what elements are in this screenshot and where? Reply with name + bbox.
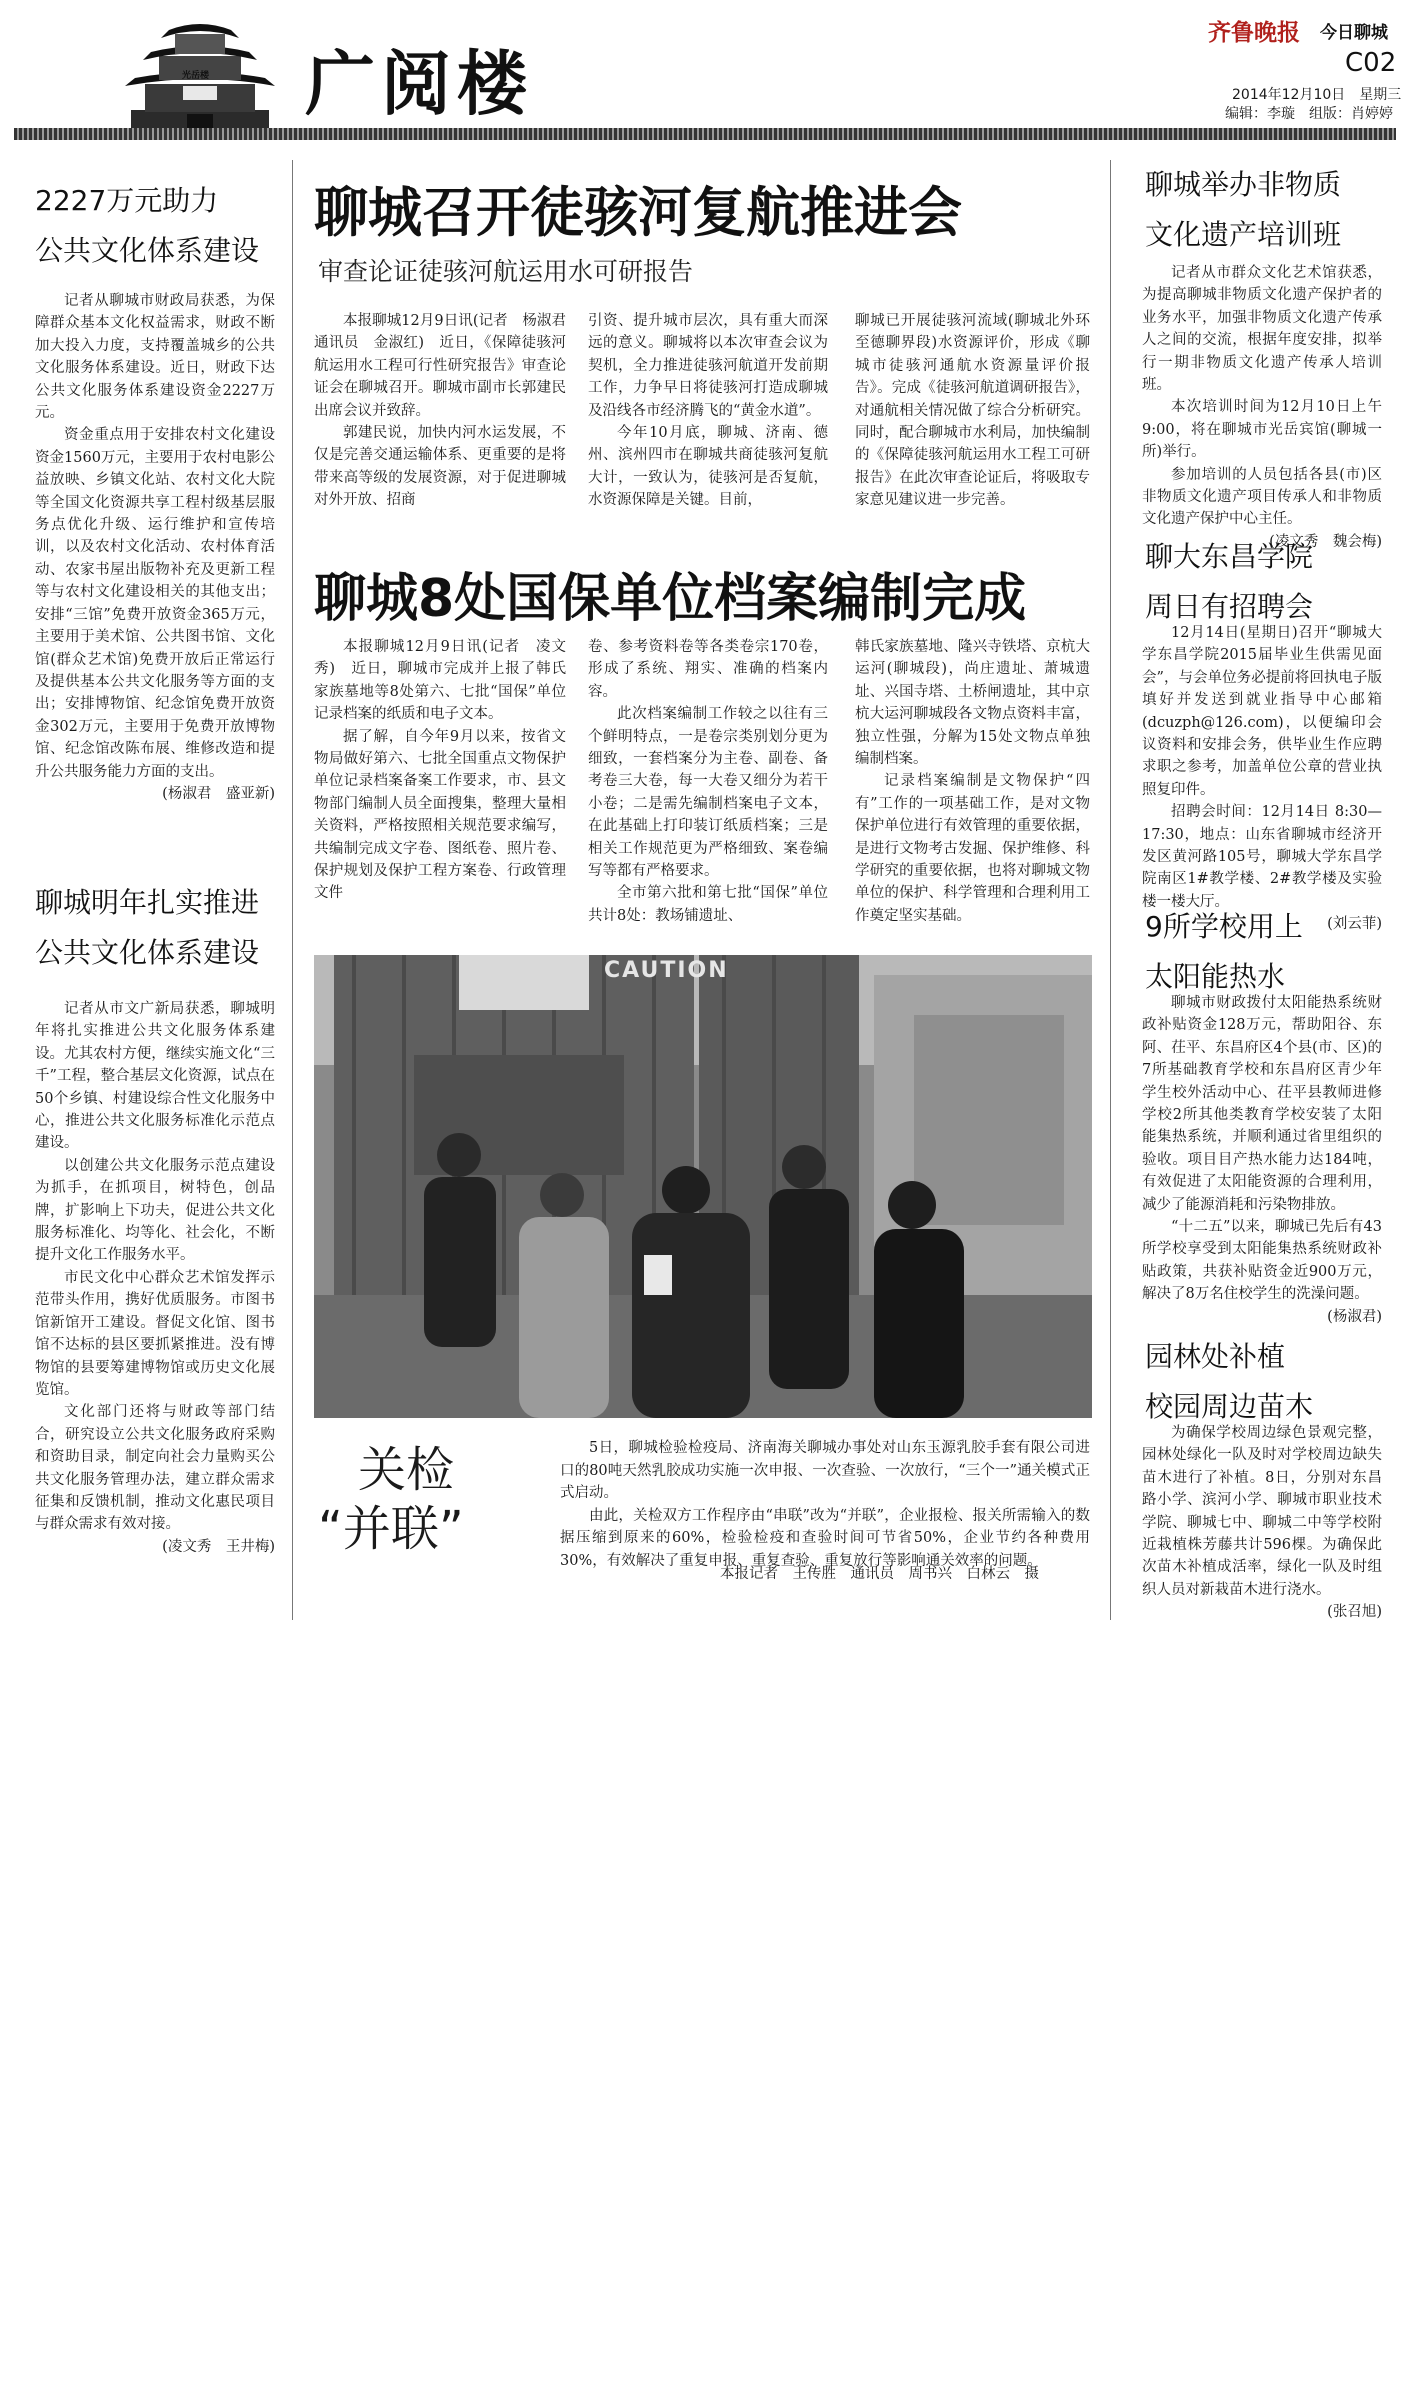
- paragraph: 市民文化中心群众艺术馆发挥示范带头作用，携好优质服务。市图书馆新馆开工建设。督促文化馆、图书馆不达标的县区要抓紧推进。没有博物馆的县要筹建博物馆或历史文化展览馆。: [35, 1269, 275, 1398]
- paper-subtitle: 今日聊城: [1320, 23, 1388, 43]
- headline-line: 太阳能热水: [1145, 960, 1286, 993]
- headline-line: 周日有招聘会: [1145, 590, 1314, 623]
- article-body: [35, 290, 275, 805]
- article-column: [855, 310, 1090, 512]
- headline-line: 聊大东昌学院: [1145, 540, 1314, 573]
- paragraph: 以创建公共文化服务示范点建设为抓手，在抓项目，树特色，创品牌，扩影响上下功夫，促进公共文化服务标准化、均等化、社会化，不断提升文化工作服务水平。: [35, 1157, 275, 1264]
- paragraph: 招聘会时间：12月14日 8:30—17:30，地点：山东省聊城市经济开发区黄河路105号，聊城大学东昌学院南区1#教学楼、2#教学楼及实验楼一楼大厅。: [1142, 804, 1382, 910]
- paragraph: 记录档案编制是文物保护“四有”工作的一项基础工作，是对文物保护单位进行有效管理的重要依据，是进行文物考古发掘、保护维修、科学研究的重要依据，也将对聊城文物单位的保护、科学管理和合理利用工作奠定坚实基础。: [855, 773, 1090, 924]
- section-title: 广阅楼: [305, 42, 533, 125]
- paragraph: 本报聊城12月9日讯(记者 凌文秀) 近日，聊城市完成并上报了韩氏家族墓地等8处第六、七批“国保”单位记录档案的纸质和电子文本。: [314, 639, 566, 723]
- paper-name: 齐鲁晚报: [1208, 19, 1300, 46]
- sub-headline: 审查论证徒骇河航运用水可研报告: [318, 257, 694, 286]
- paragraph: 由此，关检双方工作程序由“串联”改为“并联”，企业报检、报关所需输入的数据压缩到原来的60%，检验检疫和查验时间可节省50%，企业节约各种费用30%，有效解决了重复申报、重复查验、重复放行等影响通关效率的问题。: [560, 1507, 1090, 1569]
- article-column: [588, 636, 828, 927]
- paragraph: 记者从市文广新局获悉，聊城明年将扎实推进公共文化服务体系建设。尤其农村方便，继续实施文化“三千”工程，整合基层文化资源，试点在50个乡镇、村建设综合性文化服务中心，推进公共文化服务标准化示范点建设。: [35, 1001, 275, 1152]
- editor-line: 编辑：李璇 组版：肖婷婷: [1225, 106, 1393, 122]
- headline: [35, 878, 259, 978]
- paragraph: 记者从聊城市财政局获悉，为保障群众基本文化权益需求，财政不断加大投入力度，支持覆盖城乡的公共文化服务体系建设。近日，财政下达公共文化服务体系建设资金2227万元。: [35, 293, 275, 422]
- paragraph: 聊城已开展徒骇河流域(聊城北外环至德聊界段)水资源评价，形成《聊城市徒骇河通航水资源量评价报告》。完成《徒骇河航道调研报告》，对通航相关情况做了综合分析研究。同时，配合聊城市水利局，加快编制的《保障徒骇河航运用水工程工可研报告》在此次审查论证后，将吸取专家意见建议进一步完善。: [855, 313, 1090, 509]
- headline-line: 校园周边苗木: [1145, 1390, 1314, 1423]
- paragraph: “十二五”以来，聊城已先后有43所学校享受到太阳能集热系统财政补贴政策，共获补贴资金近900万元，解决了8万名住校学生的洗澡问题。: [1142, 1219, 1382, 1303]
- date-line: 2014年12月10日 星期三: [1232, 87, 1402, 103]
- article-column: [588, 310, 828, 512]
- byline: (杨淑君 盛亚新): [162, 785, 275, 802]
- paragraph: 此次档案编制工作较之以往有三个鲜明特点，一是卷宗类别划分更为细致，一套档案分为主卷、副卷、备考卷三大卷，每一大卷又细分为若干小卷；二是需先编制档案电子文本，在此基础上打印装订纸质档案；三是相关工作规范更为严格细致、案卷编写等都有严格要求。: [588, 706, 828, 880]
- paragraph: 据了解，自今年9月以来，按省文物局做好第六、七批全国重点文物保护单位记录档案备案工作要求，市、县文物部门编制人员全面搜集，整理大量相关资料，严格按照相关规范要求编写，共编制完成文字卷、图纸卷、照片卷、保护规划及保护工程方案卷、行政管理文件: [314, 728, 566, 902]
- paragraph: 本报聊城12月9日讯(记者 杨淑君 通讯员 金淑红) 近日，《保障徒骇河航运用水工程可行性研究报告》审查论证会在聊城召开。聊城市副市长郭建民出席会议并致辞。: [314, 313, 581, 419]
- headline-line: 聊城明年扎实推进: [35, 886, 260, 919]
- paragraph: 参加培训的人员包括各县(市)区非物质文化遗产项目传承人和非物质文化遗产保护中心主任。: [1142, 466, 1382, 528]
- headline-line: 9所学校用上: [1145, 910, 1303, 943]
- paragraph: 今年10月底，聊城、济南、德州、滨州四市在聊城共商徒骇河复航大计，一致认为，徒骇河是否复航，水资源保障是关键。目前，: [588, 425, 828, 509]
- paragraph: 资金重点用于安排农村文化建设资金1560万元，主要用于农村电影公益放映、乡镇文化站、农村文化大院等全国文化资源共享工程村级基层服务点优化升级、运行维护和宣传培训，以及农村文化活动、农村体育活动、农家书屋出版物补充及更新工程等与农村文化建设相关的其他支出；安排“三馆”免费开放资金365万元，主要用于美术馆、公共图书馆、文化馆(群众艺术馆)免费开放后正常运行及提供基本公共文化服务等方面的支出；安排博物馆、纪念馆免费开放资金302万元，主要用于免费开放博物馆、纪念馆改陈布展、维修改造和提升公共服务能力方面的支出。: [35, 427, 275, 780]
- byline: (刘云菲): [1327, 916, 1382, 933]
- masthead: [0, 0, 1409, 150]
- byline: (杨淑君): [1327, 1308, 1382, 1325]
- pagoda-plaque: 光岳楼: [182, 71, 210, 81]
- paragraph: 为确保学校周边绿色景观完整，园林处绿化一队及时对学校周边缺失苗木进行了补植。8日，分别对东昌路小学、滨河小学、聊城市职业技术学院、聊城七中、聊城二中等学校附近栽植株芳藤共计596棵。为确保此次苗木补植成活率，绿化一队及时组织人员对新栽苗木进行浇水。: [1142, 1425, 1382, 1598]
- headline-line: 2227万元助力: [35, 184, 219, 217]
- caption-headline-line: 关检: [358, 1442, 455, 1498]
- article-column: [314, 310, 581, 512]
- paragraph: 文化部门还将与财政等部门结合，研究设立公共文化服务政府采购和资助目录，制定向社会力量购买公共文化服务管理办法，建立群众需求征集和反馈机制，推动文化惠民项目与群众需求有效对接。: [35, 1404, 275, 1533]
- paragraph: 卷、参考资料卷等各类卷宗170卷，形成了系统、翔实、准确的档案内容。: [588, 639, 828, 700]
- article-body: [35, 998, 275, 1558]
- headline-line: 公共文化体系建设: [35, 936, 260, 969]
- column-divider: [292, 160, 293, 1620]
- article-body: [1142, 1422, 1382, 1624]
- headline: [1145, 902, 1303, 1002]
- paragraph: 韩氏家族墓地、隆兴寺铁塔、京杭大运河(聊城段)，尚庄遗址、萧城遗址、兴国寺塔、土桥闸遗址，其中京杭大运河聊城段各文物点资料丰富，独立性强，分解为15处文物点单独编制档案。: [855, 639, 1090, 768]
- header-rule: [14, 128, 1396, 140]
- paragraph: 12月14日(星期日)召开“聊城大学东昌学院2015届毕业生供需见面会”，与会单位务必提前将回执电子版填好并发送到就业指导中心邮箱(dcuzph@126.com)，以便编印会议资料和安排会务，供毕业生作应聘求职之参考，加盖单位公章的营业执照复印件。: [1142, 625, 1382, 798]
- headline-line: 园林处补植: [1145, 1340, 1286, 1373]
- paragraph: 本次培训时间为12月10日上午9:00，将在聊城市光岳宾馆(聊城一所)举行。: [1142, 399, 1382, 461]
- headline-line: 聊城举办非物质: [1145, 168, 1342, 201]
- paragraph: 5日，聊城检验检疫局、济南海关聊城办事处对山东玉源乳胶手套有限公司进口的80吨天然乳胶成功实施一次申报、一次查验、一次放行，“三个一”通关模式正式启动。: [560, 1440, 1090, 1501]
- photo-caption-headline: [318, 1442, 518, 1560]
- byline: (凌文秀 魏会梅): [1269, 533, 1382, 550]
- byline: (凌文秀 王井梅): [162, 1538, 275, 1555]
- photo-caption: [560, 1437, 1090, 1572]
- headline: [1145, 160, 1341, 260]
- article-column: [855, 636, 1090, 927]
- headline: [35, 176, 259, 276]
- main-headline: 聊城8处国保单位档案编制完成: [314, 569, 1027, 629]
- headline-line: 文化遗产培训班: [1145, 218, 1342, 251]
- article-body: [1142, 262, 1382, 553]
- article-body: [1142, 622, 1382, 936]
- headline: [1145, 532, 1313, 632]
- caption-headline-line: “并联”: [318, 1501, 464, 1557]
- page-number: C02: [1345, 48, 1397, 78]
- paragraph: 郭建民说，加快内河水运发展，不仅是完善交通运输体系、更重要的是将带来高等级的发展资源，对于促进聊城对外开放、招商: [314, 425, 566, 509]
- photo-credit: 本报记者 王传胜 通讯员 周书兴 白林云 摄: [720, 1566, 1039, 1582]
- article-body: [1142, 992, 1382, 1328]
- byline: (张召旭): [1327, 1604, 1382, 1621]
- caution-label: CAUTION: [604, 958, 729, 983]
- photo-scene: [314, 955, 1092, 1418]
- article-column: [314, 636, 566, 905]
- paragraph: 全市第六批和第七批“国保”单位共计8处：教场铺遗址、: [588, 885, 828, 924]
- headline-line: 公共文化体系建设: [35, 234, 260, 267]
- headline: [1145, 1332, 1313, 1432]
- column-divider: [1110, 160, 1111, 1620]
- main-headline: 聊城召开徒骇河复航推进会: [314, 181, 962, 244]
- paragraph: 聊城市财政拨付太阳能热系统财政补贴资金128万元，帮助阳谷、东阿、茌平、东昌府区4个县(市、区)的7所基础教育学校和东昌府区青少年学生校外活动中心、茌平县教师进修学校2所其他类教育学校安装了太阳能集热系统，并顺利通过省里组织的验收。项目目产热水能力达184吨，有效促进了太阳能资源的合理利用，减少了能源消耗和污染物排放。: [1142, 995, 1382, 1213]
- paragraph: 记者从市群众文化艺术馆获悉，为提高聊城非物质文化遗产保护者的业务水平，加强非物质文化遗产传承人之间的交流，根据年度安排，拟举行一期非物质文化遗产传承人培训班。: [1142, 265, 1382, 394]
- paragraph: 引资、提升城市层次，具有重大而深远的意义。聊城将以本次审查会议为契机，全力推进徒骇河航道开发前期工作，力争早日将徒骇河打造成聊城及沿线各市经济腾飞的“黄金水道”。: [588, 313, 828, 419]
- news-photo: [314, 955, 1092, 1418]
